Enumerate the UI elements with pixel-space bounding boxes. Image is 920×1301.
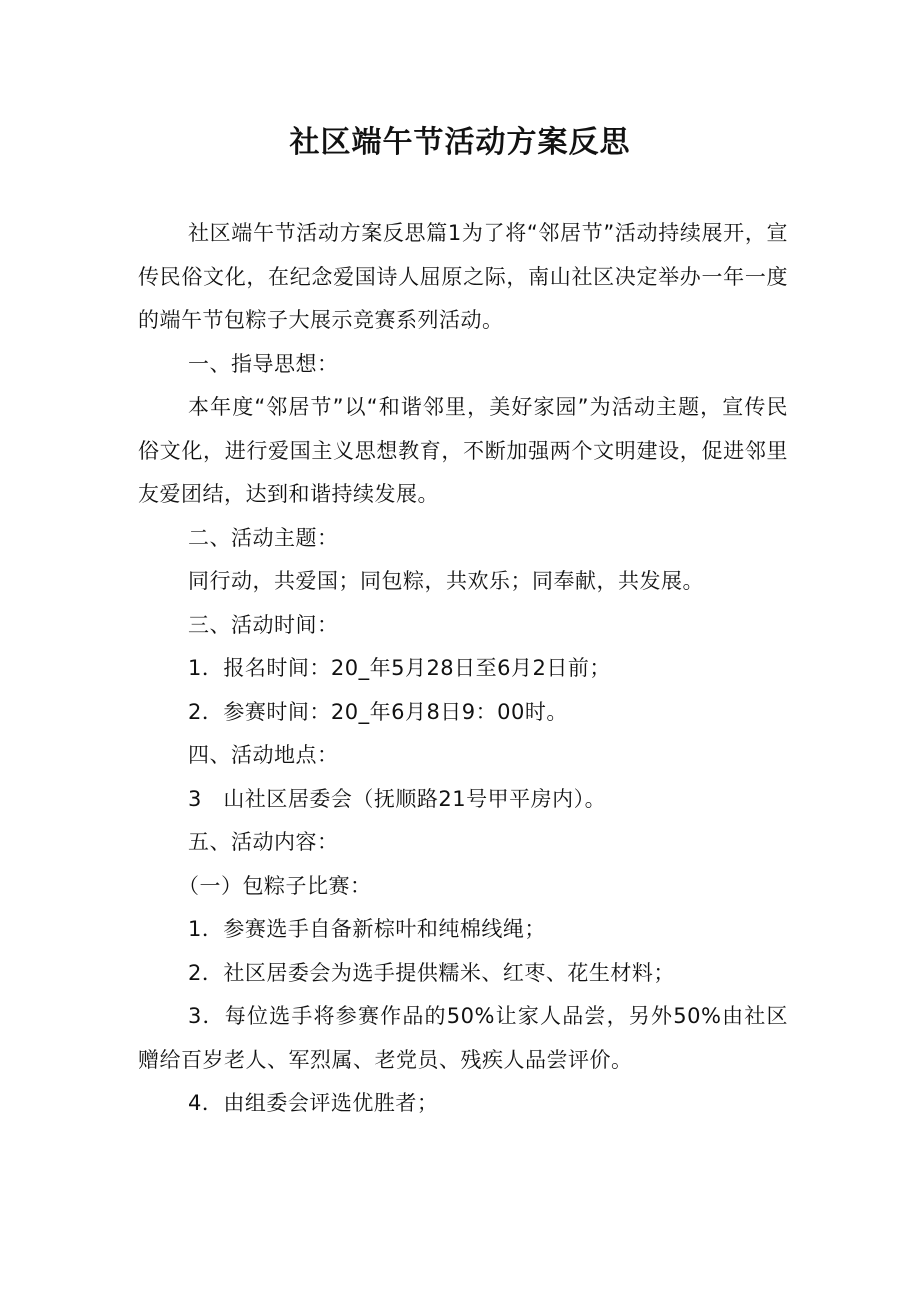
section-heading-location: 四、活动地点： (188, 743, 339, 767)
section-heading-theme: 二、活动主题： (188, 525, 339, 550)
document-title: 社区端午节活动方案反思 (289, 125, 631, 160)
section-heading-time: 三、活动时间： (188, 612, 339, 637)
contest-rule-2: 2．社区居委会为选手提供糯米、红枣、花生材料； (188, 960, 675, 985)
theme-paragraph: 同行动，共爱国；同包粽，共欢乐；同奉献，共发展。 (188, 569, 704, 593)
guiding-ideology-paragraph: 本年度“邻居节”以“和谐邻里，美好家园”为活动主题，宣传民俗文化，进行爱国主义思想教育，不断加强两个文明建设，促进邻里友爱团结，达到和谐持续发展。 (138, 395, 788, 506)
contest-rule-3: 3．每位选手将参赛作品的50%让家人品尝，另外50%由社区赠给百岁老人、军烈属、老党员、残疾人品尝评价。 (138, 1004, 788, 1072)
subsection-heading-zongzi-contest: （一）包粽子比赛： (178, 873, 372, 898)
section-heading-guiding-ideology: 一、指导思想： (188, 351, 339, 376)
contest-rule-4: 4．由组委会评选优胜者； (188, 1091, 439, 1115)
document-body (138, 212, 788, 1126)
location-paragraph: 3 山社区居委会（抚顺路21号甲平房内）。 (188, 786, 607, 811)
section-heading-content: 五、活动内容： (188, 830, 339, 854)
contest-rule-1: 1．参赛选手自备新棕叶和纯棉线绳； (188, 917, 546, 941)
intro-paragraph: 社区端午节活动方案反思篇1为了将“邻居节”活动持续展开，宣传民俗文化，在纪念爱国诗人屈原之际，南山社区决定举办一年一度的端午节包粽子大展示竞赛系列活动。 (138, 221, 788, 332)
time-item-registration: 1．报名时间：20_年5月28日至6月2日前； (188, 656, 611, 680)
time-item-competition: 2．参赛时间：20_年6月8日9：00时。 (188, 699, 568, 724)
